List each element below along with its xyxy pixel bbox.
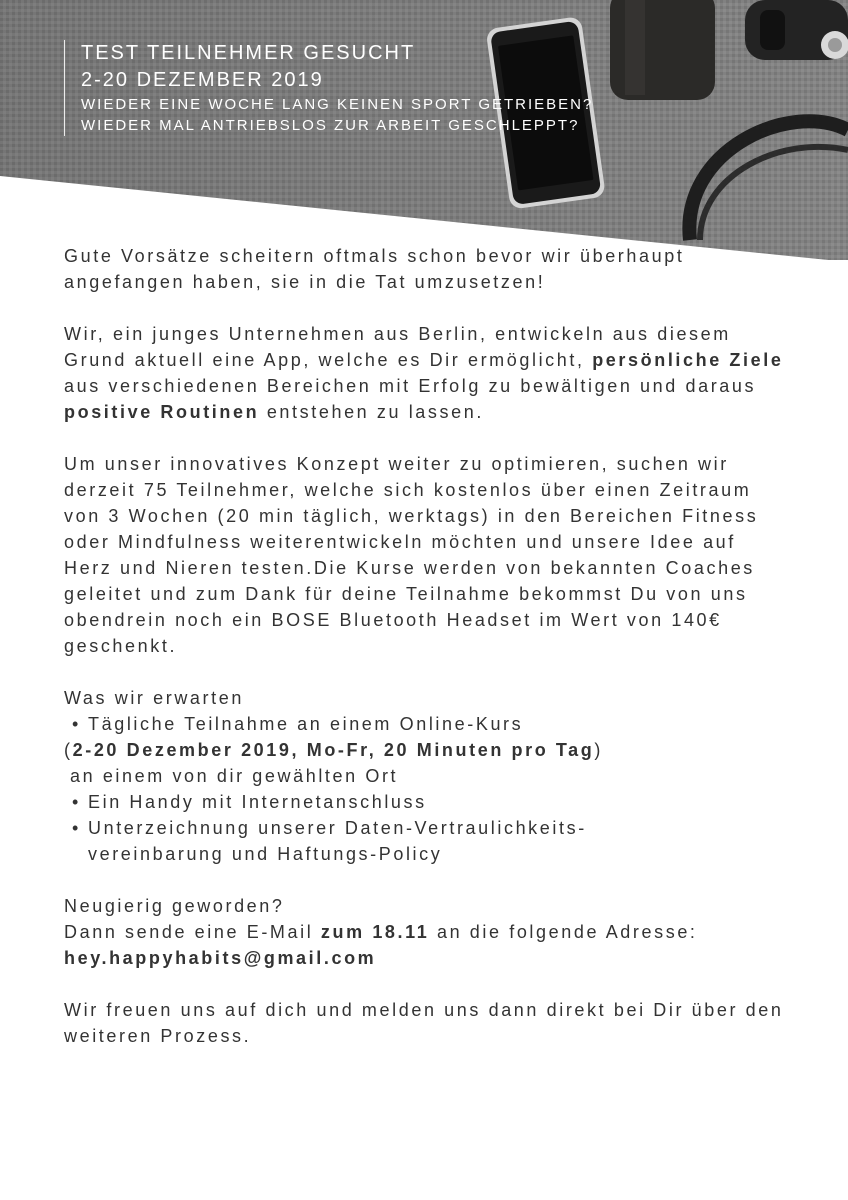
hero-text (64, 40, 593, 136)
hero-title: TEST TEILNEHMER GESUCHT (81, 42, 416, 64)
expectations-heading: Was wir erwarten (64, 688, 244, 708)
expectation-item-1-dates: (2-20 Dezember 2019, Mo-Fr, 20 Minuten pro Tag) (64, 740, 603, 760)
company-text-2: aus verschiedenen Bereichen mit Erfolg zu bewältigen und daraus (64, 376, 757, 396)
body-content (64, 243, 784, 1075)
company-bold-goals: persönliche Ziele (592, 350, 784, 370)
expectation-item-1-rest: an einem von dir gewählten Ort (70, 766, 399, 786)
hero-question-1: WIEDER EINE WOCHE LANG KEINEN SPORT GETRIEBEN? (81, 96, 594, 113)
hero-dates: 2-20 DEZEMBER 2019 (81, 69, 324, 91)
contact-text-2: an die folgende Adresse: (429, 922, 698, 942)
contact-text-1: Dann sende eine E-Mail (64, 922, 321, 942)
hero-question-2: WIEDER MAL ANTRIEBSLOS ZUR ARBEIT GESCHLEPPT? (81, 117, 580, 134)
expectation-item-3: • Unterzeichnung unserer Daten-Vertraulichkeits- (64, 815, 784, 841)
company-paragraph (64, 321, 784, 425)
hero-banner (0, 0, 848, 260)
closing-paragraph: Wir freuen uns auf dich und melden uns dann direkt bei Dir über den weiteren Prozess. (64, 1000, 784, 1046)
contact-question: Neugierig geworden? (64, 896, 285, 916)
company-text-1: Wir, ein junges Unternehmen aus Berlin, entwickeln aus diesem Grund aktuell eine App, welche es Dir ermöglicht, (64, 324, 731, 370)
contact-email[interactable]: hey.happyhabits@gmail.com (64, 948, 377, 968)
expectation-item-2: • Ein Handy mit Internetanschluss (64, 789, 784, 815)
contact-deadline: zum 18.11 (320, 922, 430, 942)
intro-paragraph: Gute Vorsätze scheitern oftmals schon bevor wir überhaupt angefangen haben, sie in die Tat umzusetzen! (64, 246, 685, 292)
bullet-icon: • (72, 714, 81, 734)
bottle-icon (610, 0, 715, 100)
bullet-icon: • (72, 818, 81, 838)
bullet-icon: • (72, 792, 81, 812)
concept-paragraph: Um unser innovatives Konzept weiter zu optimieren, suchen wir derzeit 75 Teilnehmer, welche sich kostenlos über einen Zeitraum von 3 Wochen (20 min täglich, werktags) in den Bereichen Fitness oder Mindfulness weiterentwickeln möchten und unsere Idee auf Herz und Nieren testen.Die Kurse werden von bekannten Coaches geleitet und zum Dank für deine Teilnahme bekommst Du von uns obendrein noch ein BOSE Bluetooth Headset im Wert von 140€ geschenkt. (64, 454, 759, 656)
expectation-item-1: • Tägliche Teilnahme an einem Online-Kurs (64, 711, 784, 737)
contact-section (64, 893, 784, 971)
company-bold-routines: positive Routinen (64, 402, 260, 422)
expectation-item-3-continued: vereinbarung und Haftungs-Policy (88, 844, 443, 864)
expectations-section (64, 685, 784, 867)
company-text-3: entstehen zu lassen. (259, 402, 484, 422)
